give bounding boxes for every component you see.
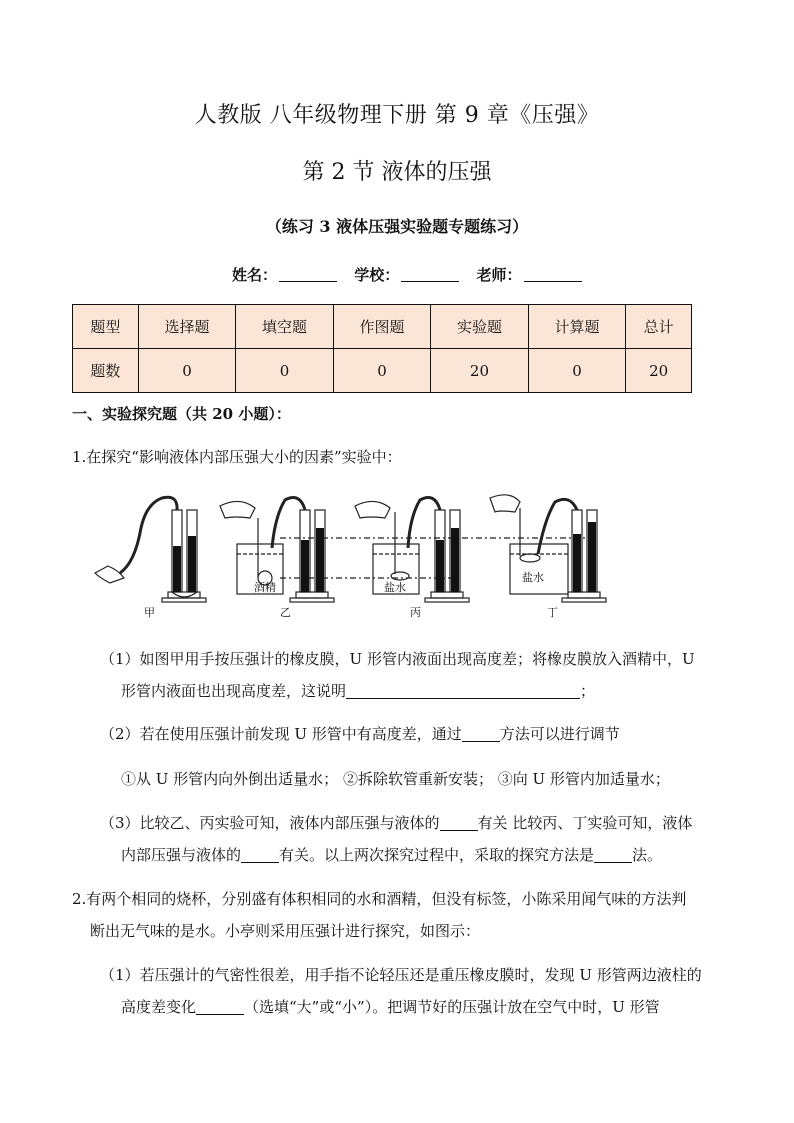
q2-part1-line2	[121, 996, 660, 1018]
table-header-cell: 实验题	[431, 305, 529, 349]
question-2-line2: 断出无气味的是水。小亭则采用压强计进行探究，如图示：	[90, 922, 481, 940]
beaker-label-alcohol: 酒精	[254, 581, 276, 594]
q1-part1-text: 形管内液面也出现高度差，这说明	[121, 682, 347, 700]
q1-part3-text-a: （3）比较乙、丙实验可知，液体内部压强与液体的	[100, 814, 440, 832]
table-header-cell: 计算题	[528, 305, 626, 349]
q1-part1-end: ；	[580, 682, 596, 700]
pressure-gauge-figure	[90, 488, 610, 623]
table-cell: 0	[528, 349, 626, 393]
student-info-line	[232, 264, 594, 285]
hand-icon	[355, 501, 390, 518]
q2-part1-text-b: （选填“大”或“小”）。把调节好的压强计放在空气中时，U 形管	[244, 998, 660, 1016]
table-header-cell: 作图题	[333, 305, 431, 349]
q1-part2-line1	[100, 723, 620, 745]
q1-part3-text-d: 有关。以上两次探究过程中，采取的探究方法是	[279, 846, 595, 864]
answer-blank[interactable]	[594, 848, 632, 863]
table-header-cell: 题型	[73, 305, 139, 349]
page-title: 人教版 八年级物理下册 第 9 章《压强》	[194, 103, 600, 128]
q1-part3-line1	[100, 812, 692, 834]
table-cell: 0	[236, 349, 334, 393]
table-header-cell: 选择题	[138, 305, 236, 349]
q1-part3-text-e: 法。	[632, 846, 663, 864]
table-header-row	[73, 305, 692, 349]
table-cell: 20	[626, 349, 692, 393]
hand-icon	[95, 566, 124, 583]
table-row	[73, 349, 692, 393]
q1-part3-line2	[121, 844, 662, 866]
teacher-blank[interactable]	[524, 267, 582, 282]
q2-part1-line1: （1）若压强计的气密性很差，用手指不论轻压还是重压橡皮膜时，发现 U 形管两边液柱的	[100, 966, 702, 984]
answer-blank[interactable]	[440, 816, 478, 831]
question-2-line1: 2.有两个相同的烧杯，分别盛有体积相同的水和酒精，但没有标签，小陈采用闻气味的方法判	[72, 890, 687, 908]
name-blank[interactable]	[279, 267, 337, 282]
q1-part2-text: （2）若在使用压强计前发现 U 形管中有高度差，通过	[100, 725, 462, 743]
figure-label-yi: 乙	[280, 606, 291, 619]
section-title: 第 2 节 液体的压强	[302, 160, 492, 185]
figure-label-jia: 甲	[144, 606, 155, 619]
teacher-label: 老师：	[476, 266, 522, 284]
q1-part1-line2	[121, 680, 595, 702]
q1-part2-options: ①从 U 形管内向外倒出适量水； ②拆除软管重新安装； ③向 U 形管内加适量水；	[121, 770, 670, 788]
school-blank[interactable]	[401, 267, 459, 282]
beaker-label-saltwater-bing: 盐水	[384, 581, 406, 594]
hand-icon	[220, 501, 255, 518]
table-cell: 0	[333, 349, 431, 393]
answer-blank[interactable]	[241, 848, 279, 863]
table-row-label: 题数	[73, 349, 139, 393]
beaker-label-saltwater-ding: 盐水	[522, 571, 544, 584]
hand-icon	[490, 495, 520, 512]
answer-blank[interactable]	[462, 727, 500, 742]
table-header-cell: 填空题	[236, 305, 334, 349]
school-label: 学校：	[354, 266, 400, 284]
name-label: 姓名：	[232, 266, 278, 284]
answer-blank[interactable]	[346, 684, 580, 699]
figure-label-ding: 丁	[547, 606, 558, 619]
answer-blank[interactable]	[196, 1000, 244, 1015]
figure-label-bing: 丙	[410, 606, 421, 619]
table-cell: 0	[138, 349, 236, 393]
table-cell: 20	[431, 349, 529, 393]
q2-part1-text-a: 高度差变化	[121, 998, 197, 1016]
q1-part1-line1: （1）如图甲用手按压强计的橡皮膜，U 形管内液面出现高度差；将橡皮膜放入酒精中，U	[100, 650, 695, 668]
q1-part3-text-c: 内部压强与液体的	[121, 846, 242, 864]
q1-part3-text-b: 有关 比较丙、丁实验可知，液体	[477, 814, 693, 832]
exercise-subtitle: （练习 3 液体压强实验题专题练习）	[265, 217, 529, 236]
table-header-cell: 总计	[626, 305, 692, 349]
q1-part2-end: 方法可以进行调节	[499, 725, 620, 743]
question-1-stem: 1.在探究“影响液体内部压强大小的因素”实验中：	[72, 448, 402, 466]
question-count-table	[72, 304, 692, 393]
section-heading: 一、实验探究题（共 20 小题）：	[72, 405, 291, 423]
